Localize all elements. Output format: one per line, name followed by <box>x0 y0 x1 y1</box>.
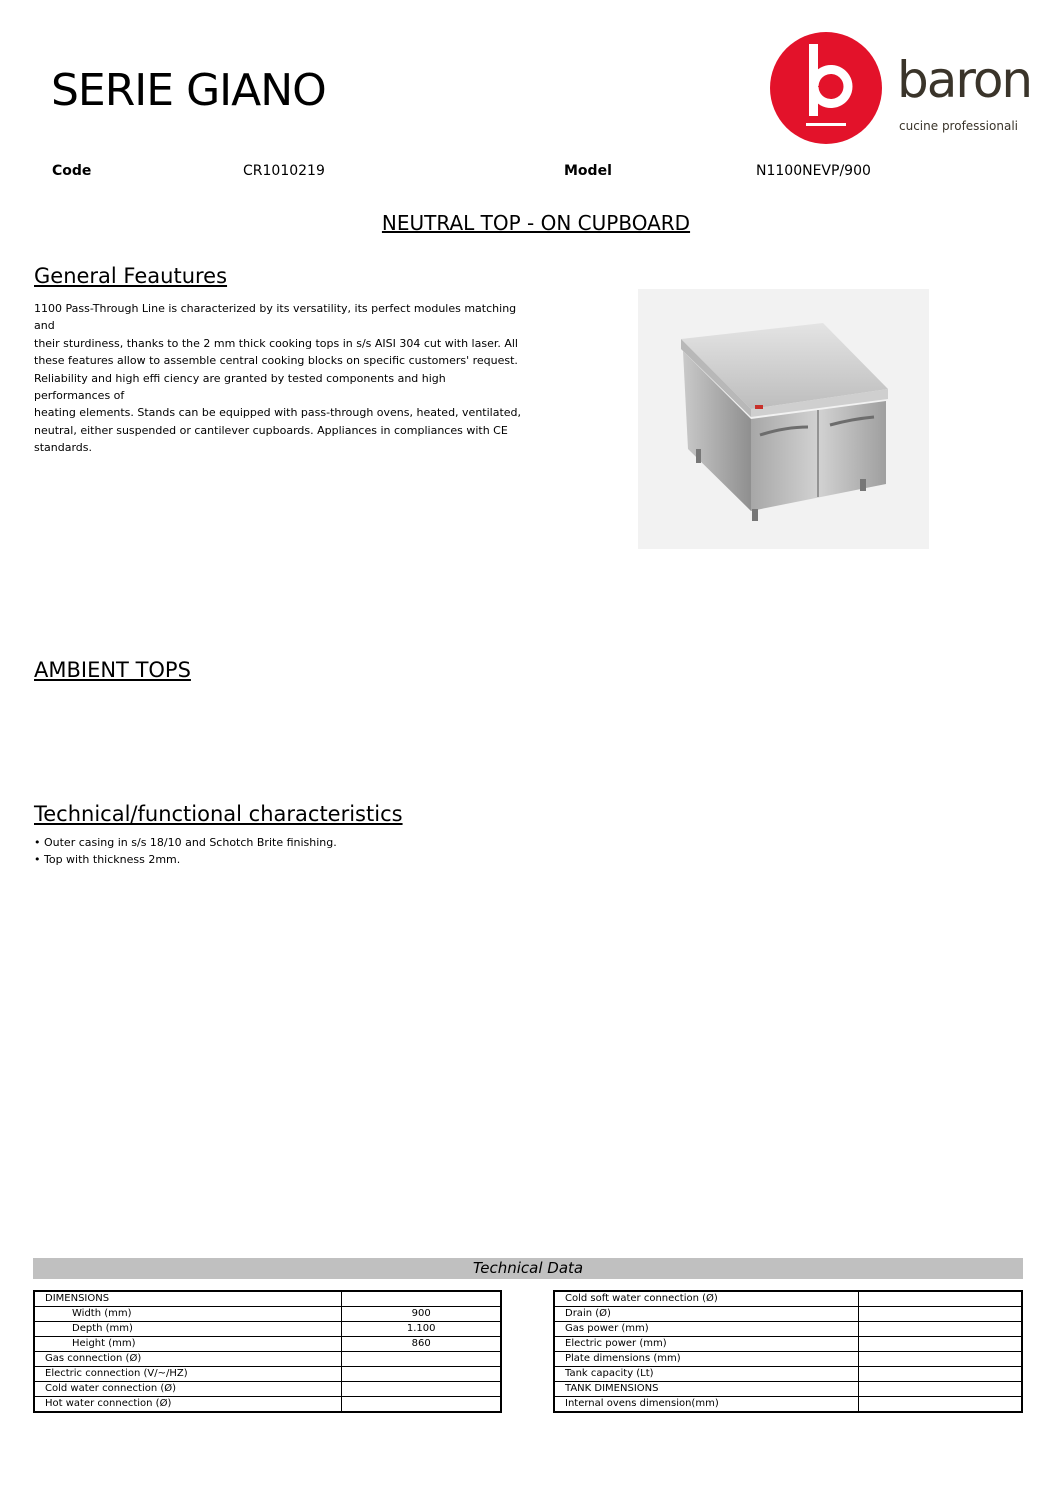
spec-label: DIMENSIONS <box>34 1291 342 1307</box>
spec-value: 860 <box>342 1337 501 1352</box>
spec-value <box>342 1382 501 1397</box>
spec-value <box>858 1367 1022 1382</box>
spec-label: Plate dimensions (mm) <box>554 1352 858 1367</box>
spec-label: Drain (Ø) <box>554 1307 858 1322</box>
table-row <box>34 1382 501 1397</box>
model-label: Model <box>564 163 612 179</box>
text-line: Reliability and high effi ciency are granted by tested components and high performances of <box>34 371 446 403</box>
list-item: • Outer casing in s/s 18/10 and Schotch Brite finishing. <box>34 836 337 849</box>
spec-value <box>858 1337 1022 1352</box>
table-row <box>34 1322 501 1337</box>
table-row <box>34 1291 501 1307</box>
spec-value <box>858 1397 1022 1413</box>
spec-label: Electric connection (V/~/HZ) <box>34 1367 342 1382</box>
spec-value <box>858 1382 1022 1397</box>
table-row <box>34 1337 501 1352</box>
table-row <box>554 1352 1022 1367</box>
spec-label: Tank capacity (Lt) <box>554 1367 858 1382</box>
table-row <box>554 1382 1022 1397</box>
spec-label: Cold soft water connection (Ø) <box>554 1291 858 1307</box>
code-label: Code <box>52 163 92 179</box>
general-features-heading: General Feautures <box>34 264 228 288</box>
technical-data-header: Technical Data <box>33 1258 1023 1279</box>
spec-label: Internal ovens dimension(mm) <box>554 1397 858 1413</box>
table-row <box>554 1291 1022 1307</box>
spec-value <box>858 1307 1022 1322</box>
document-title: NEUTRAL TOP - ON CUPBOARD <box>381 211 691 235</box>
spec-value: 900 <box>342 1307 501 1322</box>
model-value: N1100NEVP/900 <box>756 163 871 179</box>
table-row <box>34 1367 501 1382</box>
text-line: their sturdiness, thanks to the 2 mm thick cooking tops in s/s AISI 304 cut with laser. All <box>34 336 518 350</box>
code-value: CR1010219 <box>243 163 325 179</box>
spec-value <box>342 1352 501 1367</box>
cupboard-illustration-icon <box>638 289 929 549</box>
spec-value <box>342 1367 501 1382</box>
spec-label: Gas connection (Ø) <box>34 1352 342 1367</box>
ambient-tops-heading: AMBIENT TOPS <box>34 658 191 682</box>
spec-label: Cold water connection (Ø) <box>34 1382 342 1397</box>
table-row <box>554 1307 1022 1322</box>
spec-label: Height (mm) <box>34 1337 342 1352</box>
brand-logo-mark-icon <box>768 30 888 148</box>
brand-tagline: cucine professionali <box>899 119 1018 133</box>
spec-value <box>858 1322 1022 1337</box>
series-title: SERIE GIANO <box>51 65 326 116</box>
spec-value <box>858 1352 1022 1367</box>
table-row <box>554 1397 1022 1413</box>
technical-data-left-table <box>33 1290 502 1413</box>
characteristics-list <box>34 834 337 869</box>
spec-label: Hot water connection (Ø) <box>34 1397 342 1413</box>
text-line: neutral, either suspended or cantilever cupboards. Appliances in compliances with CE <box>34 423 508 437</box>
spec-label: Electric power (mm) <box>554 1337 858 1352</box>
spec-value: 1.100 <box>342 1322 501 1337</box>
spec-label: Gas power (mm) <box>554 1322 858 1337</box>
text-line: these features allow to assemble central cooking blocks on specific customers' request. <box>34 354 518 368</box>
table-row <box>34 1352 501 1367</box>
spec-label: Width (mm) <box>34 1307 342 1322</box>
text-line: 1100 Pass-Through Line is characterized by its versatility, its perfect modules matching and <box>34 302 517 333</box>
table-row <box>34 1307 501 1322</box>
general-features-text <box>34 300 524 457</box>
spec-label: Depth (mm) <box>34 1322 342 1337</box>
text-line: standards. <box>34 441 93 455</box>
text-line: heating elements. Stands can be equipped with pass-through ovens, heated, ventilated, <box>34 406 522 420</box>
spec-label: TANK DIMENSIONS <box>554 1382 858 1397</box>
list-item: • Top with thickness 2mm. <box>34 853 181 867</box>
brand-name: baron <box>897 51 1032 109</box>
spec-value <box>342 1397 501 1413</box>
table-row <box>554 1322 1022 1337</box>
technical-characteristics-heading: Technical/functional characteristics <box>34 802 403 826</box>
table-row <box>554 1337 1022 1352</box>
spec-value <box>858 1291 1022 1307</box>
table-row <box>34 1397 501 1413</box>
technical-data-right-table <box>553 1290 1023 1413</box>
product-image <box>638 289 929 549</box>
spec-value <box>342 1291 501 1307</box>
table-row <box>554 1367 1022 1382</box>
